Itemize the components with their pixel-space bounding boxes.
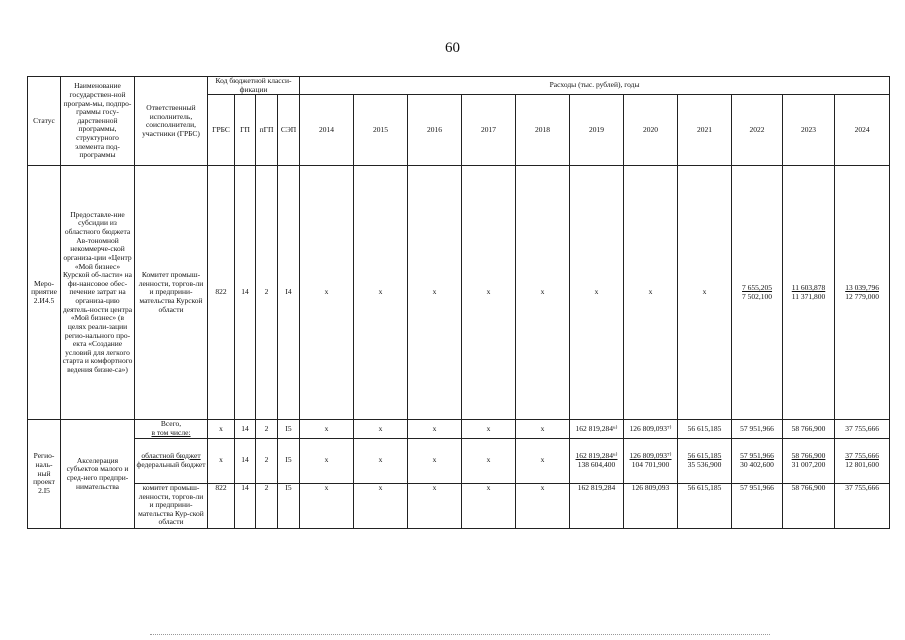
value-cell-2024 <box>835 438 890 483</box>
code-sep: I5 <box>278 483 300 528</box>
value-cell-2024 <box>835 166 890 420</box>
header-expenses: Расходы (тыс. рублей), годы <box>300 77 890 95</box>
project-status: Регио-наль-ный проект 2.I5 <box>28 420 61 528</box>
value-federal: 104 701,900 <box>631 459 670 469</box>
table-row <box>28 483 890 528</box>
table-row <box>28 166 890 420</box>
code-pgp: 2 <box>256 438 278 483</box>
value-regional: 58 766,900 <box>791 450 826 460</box>
code-grbs: 822 <box>208 483 235 528</box>
header-name: Наименование государствен-ной програм-мы, подпро-граммы госу-дарственной программы, структурного элемента под-программы <box>61 77 135 166</box>
header-year: 2017 <box>462 95 516 166</box>
code-gp: 14 <box>235 420 256 438</box>
header-code-sep: СЭП <box>278 95 300 166</box>
header-year: 2022 <box>732 95 783 166</box>
value-cell: x <box>354 483 408 528</box>
value-cell: x <box>408 166 462 420</box>
row-responsible: Комитет промыш-ленности, торгов-ли и предприни-мательства Курской области <box>135 166 208 420</box>
code-gp: 14 <box>235 166 256 420</box>
total-label-a: Всего, <box>160 419 182 429</box>
row-name: Предоставле-ние субсидии из областного бюджета Ав-тономной некоммерче-ской организа-ции «Центр «Мой бизнес» Курской об-ласти» на фи-нансовое обес-печение затрат на организа-цию деятель-ности центра «Мой бизнес» (в целях реали-зации регио-нального про-екта «Создание условий для легкого старта и комфортного ведения бизне-са») <box>61 166 135 420</box>
row-status: Меро-приятие 2.И4.5 <box>28 166 61 420</box>
value-cell: x <box>408 483 462 528</box>
scan-edge-line <box>150 634 770 635</box>
value-cell: 126 809,093⁷⁾ <box>624 420 678 438</box>
value-cell: 56 615,185 <box>678 483 732 528</box>
value-cell: 56 615,185 <box>678 420 732 438</box>
value-cell: 162 819,284 <box>570 483 624 528</box>
value-cell: 58 766,900 <box>783 483 835 528</box>
budget-labels <box>135 438 208 483</box>
value-cell: x <box>462 166 516 420</box>
header-year: 2018 <box>516 95 570 166</box>
code-pgp: 2 <box>256 483 278 528</box>
value-cell: x <box>516 420 570 438</box>
code-gp: 14 <box>235 483 256 528</box>
value-cell-2019 <box>570 438 624 483</box>
table-row <box>28 438 890 483</box>
value-cell: x <box>462 483 516 528</box>
header-code-gp: ГП <box>235 95 256 166</box>
value-cell: x <box>354 420 408 438</box>
value-cell-2022 <box>732 438 783 483</box>
value-cell: x <box>570 166 624 420</box>
header-year: 2019 <box>570 95 624 166</box>
value-cell: 37 755,666 <box>835 483 890 528</box>
value-federal: 138 604,400 <box>577 459 616 469</box>
header-year: 2024 <box>835 95 890 166</box>
value-federal: 12 801,600 <box>845 459 879 469</box>
value-regional: 126 809,093⁷⁾ <box>629 450 672 460</box>
value-federal: 31 007,200 <box>791 459 826 469</box>
header-code-pgp: пГП <box>256 95 278 166</box>
value-total: 11 603,878 <box>791 283 826 293</box>
value-cell: 162 819,284⁶⁾ <box>570 420 624 438</box>
value-regional: 57 951,966 <box>740 450 774 460</box>
value-cell: x <box>408 420 462 438</box>
total-label-b: в том числе: <box>151 427 191 437</box>
value-regional: 162 819,284⁶⁾ <box>575 450 618 460</box>
value-cell: 126 809,093 <box>624 483 678 528</box>
value-cell: x <box>516 483 570 528</box>
value-cell: 57 951,966 <box>732 483 783 528</box>
project-name: Акселерация субъектов малого и сред-него предпри-нимательства <box>61 420 135 528</box>
value-cell-2021 <box>678 438 732 483</box>
header-year: 2020 <box>624 95 678 166</box>
value-cell: x <box>624 166 678 420</box>
committee-label: комитет промыш-ленности, торгов-ли и предприни-мательства Кур-ской области <box>135 483 208 528</box>
total-label <box>135 420 208 438</box>
header-year: 2021 <box>678 95 732 166</box>
header-year: 2015 <box>354 95 408 166</box>
code-grbs: x <box>208 420 235 438</box>
header-code-grbs: ГРБС <box>208 95 235 166</box>
value-federal: 7 502,100 <box>742 291 773 301</box>
code-grbs: 822 <box>208 166 235 420</box>
header-responsible: Ответственный исполнитель, соисполнители, участники (ГРБС) <box>135 77 208 166</box>
value-federal: 30 402,600 <box>740 459 774 469</box>
value-cell-2023 <box>783 438 835 483</box>
code-pgp: 2 <box>256 166 278 420</box>
value-cell: x <box>678 166 732 420</box>
code-gp: 14 <box>235 438 256 483</box>
budget-table <box>27 76 890 529</box>
value-regional: 56 615,185 <box>687 450 722 460</box>
value-cell: 58 766,900 <box>783 420 835 438</box>
value-federal: 11 371,800 <box>791 291 826 301</box>
value-cell: 57 951,966 <box>732 420 783 438</box>
value-cell: x <box>516 166 570 420</box>
header-status: Статус <box>28 77 61 166</box>
code-grbs: x <box>208 438 235 483</box>
value-cell: x <box>354 166 408 420</box>
value-cell-2020 <box>624 438 678 483</box>
value-regional: 37 755,666 <box>845 450 879 460</box>
value-federal: 12 779,000 <box>845 291 879 301</box>
value-cell: 37 755,666 <box>835 420 890 438</box>
code-sep: I5 <box>278 438 300 483</box>
value-cell: x <box>300 166 354 420</box>
value-cell: x <box>300 438 354 483</box>
value-cell: x <box>300 420 354 438</box>
value-federal: 35 536,900 <box>687 459 722 469</box>
value-cell: x <box>462 438 516 483</box>
budget-label-federal: федеральный бюджет <box>136 459 206 469</box>
header-row-1 <box>28 77 890 95</box>
value-cell: x <box>354 438 408 483</box>
value-cell-2022 <box>732 166 783 420</box>
table-row <box>28 420 890 438</box>
value-cell: x <box>300 483 354 528</box>
budget-label-regional: областной бюджет <box>141 450 201 460</box>
header-year: 2023 <box>783 95 835 166</box>
value-cell: x <box>516 438 570 483</box>
header-budget-code: Код бюджетной класси-фикации <box>208 77 300 95</box>
header-year: 2016 <box>408 95 462 166</box>
code-pgp: 2 <box>256 420 278 438</box>
value-total: 7 655,205 <box>742 283 773 293</box>
value-cell-2023 <box>783 166 835 420</box>
code-sep: I4 <box>278 166 300 420</box>
page-number: 60 <box>445 40 460 56</box>
header-year: 2014 <box>300 95 354 166</box>
code-sep: I5 <box>278 420 300 438</box>
value-total: 13 039,796 <box>845 283 879 293</box>
value-cell: x <box>408 438 462 483</box>
value-cell: x <box>462 420 516 438</box>
